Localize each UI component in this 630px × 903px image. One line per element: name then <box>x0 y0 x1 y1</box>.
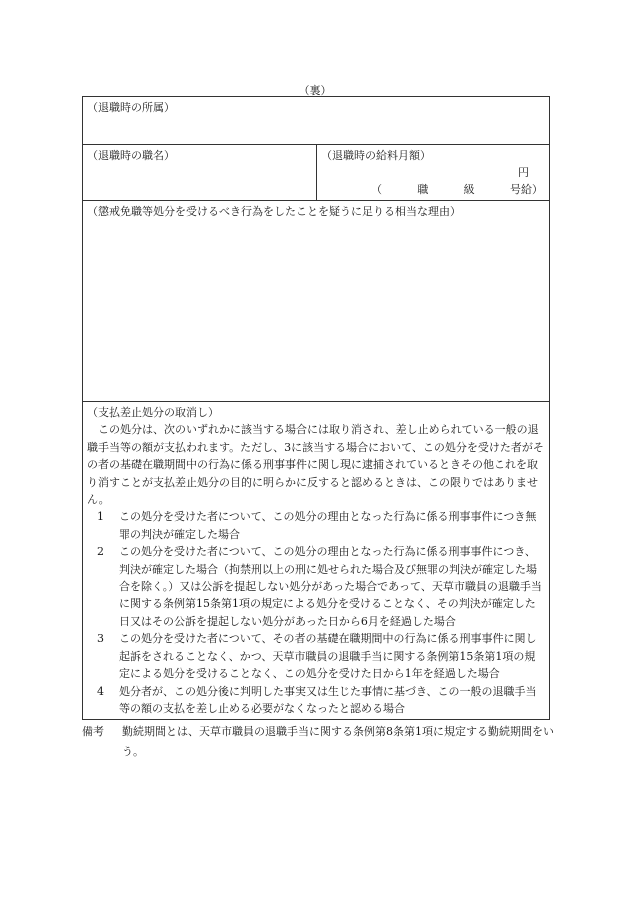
condition-item <box>87 630 545 682</box>
remark-text: 勤続期間とは、天草市職員の退職手当に関する条例第8条第1項に規定する勤続期間をいう。 <box>122 725 554 758</box>
reason-cell[interactable] <box>83 201 550 402</box>
condition-number: 2 <box>97 545 104 559</box>
condition-item <box>87 543 545 630</box>
condition-number: 4 <box>97 684 104 698</box>
disposition-form-table <box>82 96 550 720</box>
affiliation-label: （退職時の所属） <box>87 101 175 114</box>
reason-label: （懲戒免職等処分を受けるべき行為をしたことを疑うに足りる相当な理由） <box>87 205 461 218</box>
affiliation-cell[interactable] <box>83 97 550 145</box>
condition-text: この処分を受けた者について、その者の基礎在職期間中の行為に係る刑事事件に関し起訴をされることなく、かつ、天草市職員の退職手当に関する条例第15条第1項の規定による処分を受けることなく、この処分を受けた日から1年を経過した場合 <box>119 632 537 681</box>
cancellation-cell <box>83 402 550 720</box>
cancellation-intro: この処分は、次のいずれかに該当する場合には取り消され、差し止められている一般の退職手当等の額が支払われます。ただし、3に該当する場合において、この処分を受けた者がその者の基礎在職期間中の行為に係る刑事事件に関し現に逮捕されているときその他これを取り消すことが支払差止処分の目的に明らかに反すると認めるときは、この限りではありません。 <box>87 423 544 507</box>
grade-shoku-label: 職 <box>417 183 429 196</box>
cancellation-title: （支払差止処分の取消し） <box>87 406 219 419</box>
condition-number: 1 <box>97 510 104 524</box>
condition-text: 処分者が、この処分後に判明した事実又は生じた事情に基づき、この一般の退職手当等の額の支払を差し止める必要がなくなったと認める場合 <box>119 684 537 715</box>
condition-item <box>87 683 545 718</box>
grade-gokyu-label: 号給） <box>509 183 543 196</box>
grade-kyu-label: 級 <box>463 183 475 196</box>
condition-text: この処分を受けた者について、この処分の理由となった行為に係る刑事事件につき、判決が確定した場合（拘禁刑以上の刑に処せられた場合及び無罪の判決が確定した場合を除く。）又は公訴を提起しない処分があった場合であって、天草市職員の退職手当に関する条例第15条第1項の規定による処分を受けることなく、その判決が確定した日又はその公訴を提起しない処分があった日から6月を経過した場合 <box>119 545 542 628</box>
salary-grade-line <box>321 181 545 198</box>
condition-number: 3 <box>97 632 104 646</box>
position-cell[interactable] <box>83 145 317 201</box>
condition-text: この処分を受けた者について、この処分の理由となった行為に係る刑事事件につき無罪の判決が確定した場合 <box>119 510 537 541</box>
condition-item <box>87 508 545 543</box>
position-label: （退職時の職名） <box>87 149 175 162</box>
page-side-label: （裏） <box>298 84 332 97</box>
salary-cell[interactable] <box>317 145 550 201</box>
remark-label: 備考 <box>82 725 104 738</box>
salary-label: （退職時の給料月額） <box>321 149 431 162</box>
grade-open-paren: （ <box>371 183 382 196</box>
salary-unit: 円 <box>518 166 529 179</box>
remark-note <box>82 722 562 762</box>
